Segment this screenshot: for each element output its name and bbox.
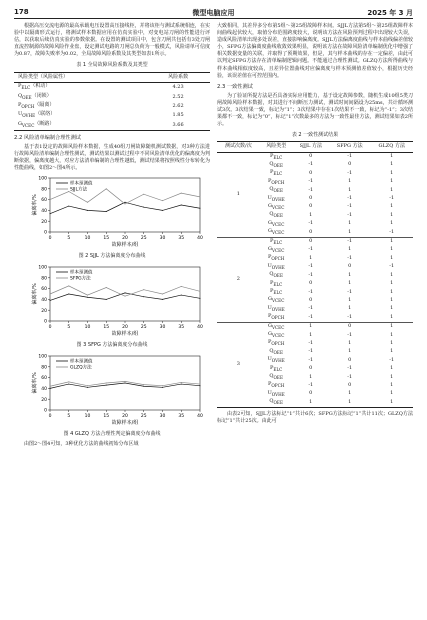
figure-4-chart — [14, 352, 210, 430]
risk-coefficient-cell: 1.85 — [172, 112, 184, 119]
mark-cell: -1 — [347, 365, 353, 372]
risk-type-cell: $P_{ELC}$ — [260, 237, 293, 246]
x-tick-label: 20 — [122, 414, 128, 420]
table2-header: SJJL 方法 — [293, 142, 329, 152]
y-tick-label: 60 — [41, 287, 47, 293]
figure-3 — [14, 263, 210, 349]
mark-cell: 1 — [348, 280, 352, 287]
mark-cell: 1 — [390, 348, 394, 355]
mark-cell: 0 — [348, 356, 352, 363]
mark-cell: 1 — [390, 211, 394, 218]
risk-type-cell: $P_{OPCH}$ — [268, 381, 285, 389]
x-tick-label: 25 — [140, 325, 147, 331]
data-point — [87, 387, 88, 388]
y-tick-label: 20 — [41, 219, 47, 225]
table1-header: 风险系数 — [146, 72, 210, 82]
x-axis-label: 故障样本/组 — [111, 331, 139, 338]
mark-cell: -1 — [347, 288, 353, 295]
table1-body — [14, 82, 210, 130]
data-point — [50, 199, 51, 200]
data-point — [200, 208, 201, 209]
risk-type-cell: $P_{OPCH}$（隔离） — [18, 102, 55, 110]
mark-cell: 1 — [390, 365, 394, 372]
mark-cell: -1 — [389, 263, 395, 270]
y-tick-label: 40 — [41, 298, 47, 304]
data-point — [106, 383, 107, 384]
data-point — [87, 297, 88, 298]
series-line-sample — [50, 293, 200, 301]
mark-cell: 1 — [348, 178, 352, 185]
right-paragraph-1: 大致相同，其差异多分布第5组～第25组故障样本间。SJJL方法第5组～第25组故障样本间曲线起伏较大，取值分布范围跨度较大，说明该方法在风险预判过程中出现较大失误，造成风险清单出现多处误差，直接影响偏离度。SJJL方法偏离度曲线与样本曲线偏差值较小，SFPG方法偏离度曲线收敛效果明显，说明该方法在故障风险清单编制优化中增强了相关数据变量的关联，并取得了预期效果，但是，其与样本曲线的存在一定偏差，由此可以判定SFPG方法存在清单编制逻辑问题。不能通过合理性测试。GLZQ方法所得曲线与样本曲线相似度较高，且差异位置曲线对应偏离度与样本预测值差值较小，根据历史经验，该误差值在可控范围内。 — [217, 23, 413, 79]
risk-type-cell: $P_{ELC}$ — [270, 279, 283, 287]
left-paragraph-2: 基于表1设定的故障风险样本数据，生成40组刀闸故障随机测试数据，对3种方法进行故障风险清单编制合理性测试，测试结果以测试过程中不同风险清单优化的偏离度为判断依据，偏离度越大，对应方法清单编制的合理性越低，测试结果将按照线性分布转化为性能曲线，如图2～图4所示。 — [14, 143, 210, 171]
x-tick-label: 15 — [103, 325, 110, 331]
data-point — [87, 202, 88, 203]
risk-type-cell: $P_{OPCH}$ — [268, 177, 285, 185]
mark-cell: 1 — [390, 331, 394, 338]
left-column — [14, 23, 210, 448]
mark-cell: 0 — [309, 228, 313, 235]
table2-row — [217, 322, 413, 331]
data-point — [143, 289, 144, 290]
table2-header: 风险类型 — [260, 142, 293, 152]
x-tick-label: 5 — [67, 414, 71, 420]
mark-cell: -1 — [308, 161, 314, 168]
data-point — [50, 294, 51, 295]
x-tick-label: 10 — [84, 325, 91, 331]
risk-type-cell: $U_{OVHE}$ — [267, 389, 285, 397]
mark-cell: -1 — [347, 169, 353, 176]
risk-type-cell: $G_{VCEC}$ — [260, 322, 293, 331]
data-point — [200, 384, 201, 385]
mark-cell: -1 — [329, 237, 371, 246]
mark-cell: 0 — [309, 195, 313, 202]
x-tick-label: 35 — [178, 414, 185, 420]
risk-coefficient-cell: 4.23 — [172, 84, 184, 91]
data-point — [125, 203, 126, 204]
mark-cell: 1 — [390, 178, 394, 185]
y-tick-label: 40 — [41, 209, 47, 215]
data-point — [143, 194, 144, 195]
mark-cell: -1 — [308, 356, 314, 363]
mark-cell: 1 — [390, 288, 394, 295]
right-paragraph-3: 由表2可知，SJJL方法标记“1”共计6次；SFPG方法标记“1”共计11次；GLZQ方法标记“1”共计25次。由此可 — [217, 410, 413, 424]
left-paragraph-1: 根据高压交流电源的最高承载电压设置高压接线柜，并将该柜与测试系统相连，在实验中以隔离形式运行，将测试样本数据应用在仿真实验中，对变电站刀闸的性能进行评估，以获取后续仿真实验的参数依据。在设置的测试项目中，包含刀闸共包括有3处刀闸直流控制源的故障风险作业盘，设定测试电路的刀闸总负荷为一般模式，风险请单可信度为0.87，故障失败率为0.02，全局故障风险系数及其类型如表1所示。 — [14, 23, 210, 58]
mark-cell: 1 — [309, 331, 313, 338]
risk-type-cell: $P_{OPCH}$ — [268, 339, 285, 347]
x-tick-label: 30 — [159, 414, 166, 420]
risk-type-cell: $U_{OVHE}$ — [267, 262, 285, 270]
data-point — [125, 381, 126, 382]
series-line-method — [50, 382, 200, 387]
data-point — [181, 384, 182, 385]
table2-row — [217, 152, 413, 161]
data-point — [68, 382, 69, 383]
legend-label: GLZQ方法 — [70, 365, 92, 371]
data-point — [143, 384, 144, 385]
legend-label: 样本预测值 — [70, 270, 93, 276]
data-point — [50, 300, 51, 301]
mark-cell: 1 — [348, 186, 352, 193]
x-tick-label: 15 — [103, 414, 110, 420]
risk-type-cell: $P_{ELC}$（积动） — [18, 83, 51, 91]
data-point — [87, 385, 88, 386]
mark-cell: 1 — [348, 228, 352, 235]
risk-coefficient-cell: 2.62 — [172, 103, 184, 110]
data-point — [162, 385, 163, 386]
x-axis-label: 故障样本/组 — [111, 420, 139, 427]
y-tick-label: 100 — [38, 265, 47, 271]
right-paragraph-2: 为了验证所提方法是否具备实际应用能力，基于设定故障参数，随机生成10组5类刀闸故障风险样本数据，对其进行不间断压力测试，测试时间间隔设为25ms，共计循环测试3次。3次结果一致，标记为“1”；3次结果中存在1次结果不一致，标记为“-1”；3次结果都不一致，标记为“0”，标记“1”次数最多的方法为一致性最佳方法，测试结果如表2所示。 — [217, 92, 413, 128]
data-point — [106, 299, 107, 300]
mark-cell: 1 — [348, 390, 352, 397]
mark-cell: -1 — [347, 373, 353, 380]
mark-cell: 0 — [309, 390, 313, 397]
data-point — [50, 388, 51, 389]
data-point — [162, 200, 163, 201]
mark-cell: 0 — [348, 161, 352, 168]
mark-cell: 0 — [309, 203, 313, 210]
y-tick-label: 20 — [41, 308, 47, 314]
risk-type-cell: $P_{ELC}$ — [270, 364, 283, 372]
mark-cell: -1 — [308, 178, 314, 185]
risk-type-cell: $P_{ELC}$ — [270, 288, 283, 295]
mark-cell: 1 — [390, 373, 394, 380]
mark-cell: -1 — [389, 356, 395, 363]
figure-4 — [14, 352, 210, 438]
mark-cell: 1 — [390, 246, 394, 253]
data-point — [125, 383, 126, 384]
x-tick-label: 25 — [140, 236, 147, 242]
data-point — [143, 386, 144, 387]
risk-type-cell: $Q_{OEE}$ — [269, 373, 283, 381]
table1-header: 风险类型（风险属性） — [14, 72, 146, 82]
mark-cell: 1 — [370, 237, 413, 246]
risk-type-cell: $P_{OPCH}$ — [268, 254, 285, 262]
mark-cell: 1 — [390, 339, 394, 346]
mark-cell: 1 — [390, 398, 394, 405]
data-point — [125, 202, 126, 203]
mark-cell: 0 — [293, 237, 329, 246]
x-tick-label: 0 — [48, 236, 52, 242]
header-rule — [14, 18, 413, 19]
x-tick-label: 10 — [84, 236, 91, 242]
y-tick-label: 80 — [41, 276, 47, 282]
mark-cell: 1 — [309, 254, 313, 261]
mark-cell: 1 — [348, 246, 352, 253]
y-tick-label: 100 — [38, 354, 47, 360]
risk-type-cell: $U_{OVHE}$ — [267, 304, 285, 312]
mark-cell: -1 — [347, 211, 353, 218]
table2-body — [217, 152, 413, 407]
table1-row — [14, 101, 210, 110]
risk-type-cell: $Q_{OEE}$ — [269, 211, 283, 219]
figure-2-chart — [14, 174, 210, 252]
data-point — [181, 295, 182, 296]
data-point — [181, 193, 182, 194]
mark-cell: -1 — [308, 313, 314, 320]
data-point — [200, 385, 201, 386]
figure-3-chart — [14, 263, 210, 341]
data-point — [68, 286, 69, 287]
data-point — [162, 294, 163, 295]
mark-cell: -1 — [308, 339, 314, 346]
risk-type-cell: $P_{ELC}$ — [260, 152, 293, 161]
mark-cell: 1 — [390, 220, 394, 227]
x-tick-label: 10 — [84, 414, 91, 420]
risk-coefficient-cell: 3.66 — [172, 121, 184, 128]
data-point — [162, 387, 163, 388]
x-tick-label: 5 — [67, 236, 71, 242]
mark-cell: 1 — [390, 186, 394, 193]
mark-cell: 1 — [348, 305, 352, 312]
y-tick-label: 0 — [44, 319, 47, 325]
mark-cell: -1 — [347, 254, 353, 261]
mark-cell: -1 — [329, 152, 371, 161]
x-tick-label: 40 — [197, 236, 203, 242]
data-point — [68, 294, 69, 295]
mark-cell: -1 — [347, 331, 353, 338]
mark-cell: 1 — [390, 280, 394, 287]
figure-2-caption: 图 2 SJJL 方法偏离度分布曲线 — [78, 253, 146, 260]
series-line-sample — [50, 383, 200, 388]
table2-header: 测试次数/次 — [217, 142, 260, 152]
x-tick-label: 5 — [67, 325, 71, 331]
section-title-2-2: 2.2 风险清单编制合理性测试 — [14, 134, 81, 141]
table1-row — [14, 111, 210, 120]
mark-cell: -1 — [308, 348, 314, 355]
mark-cell: 1 — [390, 161, 394, 168]
data-point — [125, 296, 126, 297]
running-header — [14, 6, 413, 18]
mark-cell: 1 — [348, 296, 352, 303]
data-point — [87, 295, 88, 296]
x-tick-label: 20 — [122, 236, 128, 242]
x-tick-label: 30 — [159, 325, 166, 331]
y-tick-label: 0 — [44, 230, 47, 236]
x-tick-label: 25 — [140, 414, 147, 420]
mark-cell: -1 — [389, 228, 395, 235]
data-point — [181, 382, 182, 383]
risk-type-cell: $G_{VCEC}$ — [267, 219, 285, 227]
mark-cell: 0 — [309, 169, 313, 176]
x-axis-label: 故障样本/组 — [111, 242, 139, 249]
mark-cell: 1 — [390, 305, 394, 312]
x-tick-label: 0 — [48, 325, 52, 331]
data-point — [106, 287, 107, 288]
mark-cell: 1 — [293, 322, 329, 331]
risk-type-cell: $P_{OPCH}$ — [268, 313, 285, 321]
data-point — [200, 298, 201, 299]
right-column — [217, 23, 413, 425]
data-point — [68, 384, 69, 385]
mark-cell: 1 — [348, 220, 352, 227]
table1-row — [14, 120, 210, 130]
data-point — [200, 291, 201, 292]
table1-row — [14, 82, 210, 92]
risk-type-cell: $P_{ELC}$ — [270, 169, 283, 177]
table2 — [217, 141, 413, 407]
mark-cell: -1 — [308, 220, 314, 227]
data-point — [106, 188, 107, 189]
legend-label: SJJL方法 — [70, 187, 88, 193]
mark-cell: 1 — [370, 322, 413, 331]
data-point — [162, 210, 163, 211]
trial-number-cell: 3 — [217, 322, 260, 407]
mark-cell: -1 — [308, 246, 314, 253]
legend-label: 样本预测值 — [70, 181, 93, 187]
y-tick-label: 80 — [41, 365, 47, 371]
mark-cell: 1 — [309, 373, 313, 380]
journal-name: 微型电脑应用 — [192, 9, 235, 17]
mark-cell: -1 — [308, 186, 314, 193]
mark-cell: 0 — [348, 263, 352, 270]
data-point — [68, 206, 69, 207]
mark-cell: 1 — [390, 271, 394, 278]
risk-type-cell: $U_{OVHE}$ — [267, 356, 285, 364]
x-tick-label: 35 — [178, 236, 185, 242]
left-paragraph-3: 由图2～图4可知，3种优化方法的曲线初始分布区域 — [24, 441, 139, 448]
data-point — [162, 299, 163, 300]
y-tick-label: 0 — [44, 408, 47, 414]
legend-label: SFPG方法 — [70, 276, 91, 282]
table2-caption: 表 2 一致性测试结果 — [291, 132, 339, 139]
x-tick-label: 40 — [197, 325, 203, 331]
data-point — [106, 385, 107, 386]
risk-type-cell: $G_{VCEC}$ — [267, 296, 285, 304]
data-point — [106, 211, 107, 212]
trial-number-cell: 2 — [217, 237, 260, 322]
mark-cell: 0 — [293, 152, 329, 161]
mark-cell: 1 — [390, 296, 394, 303]
y-tick-label: 60 — [41, 198, 47, 204]
mark-cell: 1 — [390, 169, 394, 176]
mark-cell: 1 — [390, 381, 394, 388]
legend-label: 样本预测值 — [70, 359, 93, 365]
risk-type-cell: $G_{VCEC}$ — [267, 228, 285, 236]
section-title-2-3: 2.3 一致性测试 — [217, 83, 253, 90]
mark-cell: -1 — [308, 381, 314, 388]
x-tick-label: 0 — [48, 414, 52, 420]
mark-cell: -1 — [308, 271, 314, 278]
y-tick-label: 80 — [41, 187, 47, 193]
data-point — [200, 196, 201, 197]
risk-type-cell: $G_{VCEC}$ — [267, 331, 285, 339]
mark-cell: -1 — [308, 263, 314, 270]
mark-cell: -1 — [389, 195, 395, 202]
risk-type-cell: $U_{OVHE}$（联络） — [18, 111, 56, 119]
figure-4-caption: 图 4 GLZQ 方法合理性判定偏离度分布曲线 — [63, 431, 161, 438]
mark-cell: 0 — [329, 322, 371, 331]
mark-cell: -1 — [347, 203, 353, 210]
risk-type-cell: $Q_{OEE}$ — [269, 347, 283, 355]
risk-type-cell: $Q_{OEE}$ — [269, 271, 283, 279]
mark-cell: 1 — [390, 254, 394, 261]
data-point — [87, 210, 88, 211]
table2-row — [217, 237, 413, 246]
risk-type-cell: $Q_{OEE}$ — [269, 160, 283, 168]
risk-type-cell: $Q_{OEE}$（闭锁） — [18, 92, 52, 100]
mark-cell: 1 — [348, 398, 352, 405]
mark-cell: 1 — [348, 348, 352, 355]
x-tick-label: 20 — [122, 325, 128, 331]
table1 — [14, 72, 210, 131]
table1-caption: 表 1 全局故障风险系数及其类型 — [76, 62, 148, 69]
risk-type-cell: $Q_{OEE}$ — [269, 398, 283, 406]
mark-cell: 0 — [309, 365, 313, 372]
risk-type-cell: $G_{VCEC}$ — [267, 202, 285, 210]
table2-header: SFPG 方法 — [329, 142, 371, 152]
figure-3-caption: 图 3 SFPG 方法偏离度分布曲线 — [76, 342, 148, 349]
table2-header: GLZQ 方法 — [370, 142, 413, 152]
data-point — [181, 205, 182, 206]
mark-cell: 1 — [390, 203, 394, 210]
data-point — [143, 296, 144, 297]
mark-cell: -1 — [308, 305, 314, 312]
y-tick-label: 100 — [38, 176, 47, 182]
y-axis-label: 偏离率/% — [32, 372, 38, 394]
trial-number-cell: 1 — [217, 152, 260, 237]
table1-row — [14, 92, 210, 101]
x-tick-label: 35 — [178, 325, 185, 331]
mark-cell: 0 — [309, 296, 313, 303]
risk-type-cell: $U_{OVHE}$ — [267, 194, 285, 202]
data-point — [181, 286, 182, 287]
risk-type-cell: $G_{VCEC}$（断路） — [18, 120, 55, 128]
mark-cell: 1 — [348, 339, 352, 346]
mark-cell: -1 — [308, 288, 314, 295]
data-point — [50, 213, 51, 214]
risk-type-cell: $Q_{OEE}$ — [269, 186, 283, 194]
y-tick-label: 40 — [41, 387, 47, 393]
x-tick-label: 30 — [159, 236, 166, 242]
mark-cell: 1 — [390, 390, 394, 397]
mark-cell: 0 — [309, 280, 313, 287]
data-point — [125, 293, 126, 294]
mark-cell: 1 — [309, 398, 313, 405]
x-tick-label: 40 — [197, 414, 203, 420]
y-axis-label: 偏离率/% — [32, 283, 38, 305]
mark-cell: 1 — [370, 152, 413, 161]
figure-2 — [14, 174, 210, 260]
y-axis-label: 偏离率/% — [32, 194, 38, 216]
mark-cell: 0 — [348, 381, 352, 388]
mark-cell: -1 — [347, 313, 353, 320]
data-point — [143, 207, 144, 208]
issue-date: 2025 年 3 月 — [367, 9, 413, 17]
mark-cell: 1 — [390, 313, 394, 320]
risk-type-cell: $G_{VCEC}$ — [267, 245, 285, 253]
y-tick-label: 60 — [41, 376, 47, 382]
mark-cell: 1 — [348, 271, 352, 278]
page-number: 178 — [14, 8, 29, 16]
mark-cell: 1 — [309, 211, 313, 218]
data-point — [50, 386, 51, 387]
y-tick-label: 20 — [41, 398, 47, 404]
risk-coefficient-cell: 2.52 — [172, 93, 184, 100]
x-tick-label: 15 — [103, 236, 110, 242]
mark-cell: -1 — [347, 195, 353, 202]
